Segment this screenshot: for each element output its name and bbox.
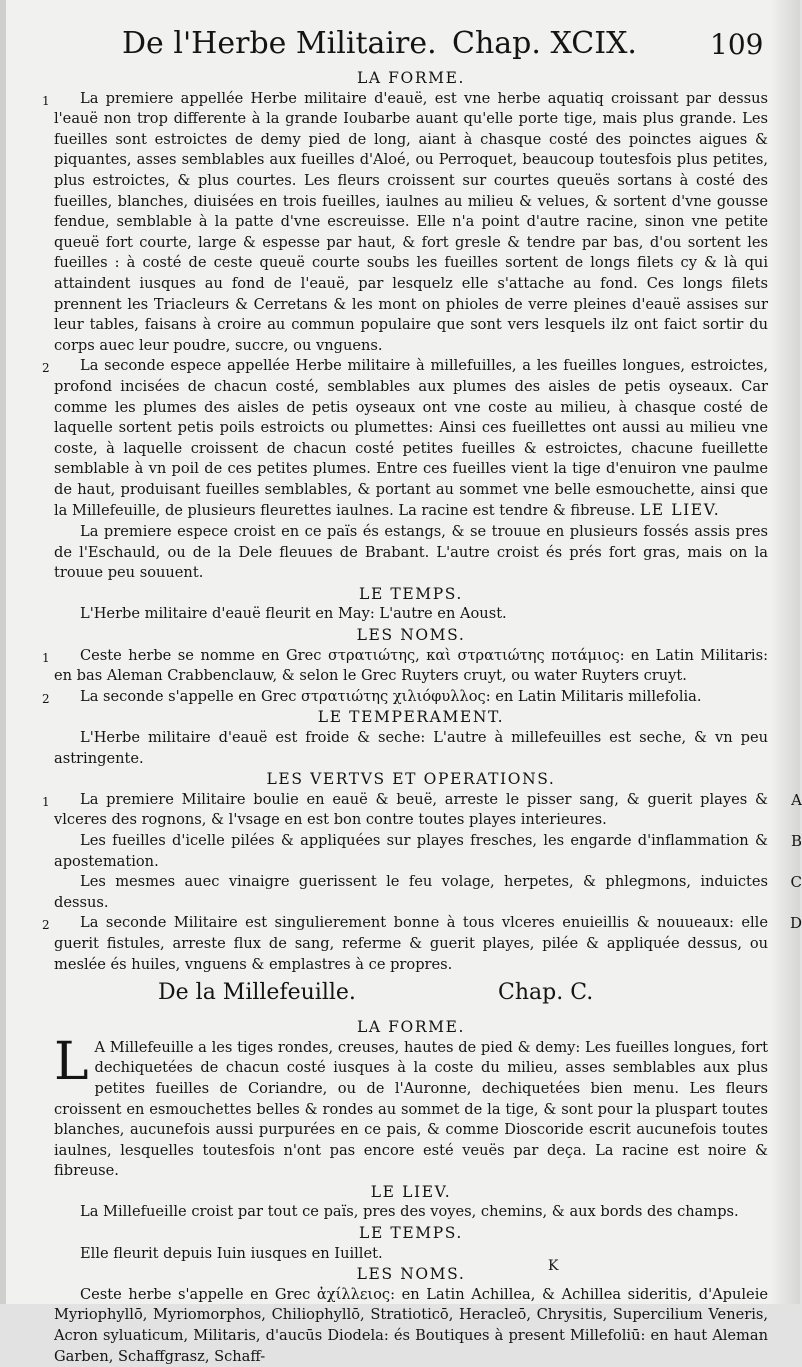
paragraph-forme-1 xyxy=(42,89,768,357)
paragraph-text: La premiere appellée Herbe militaire d'eauë, est vne herbe aquatiq croissant par dessus l'eauë non trop differente à la grande Ioubarbe auant qu'elle porte tige, mais plus grande. Les fueilles sont estroictes de demy pied de long, aiant à chasque costé des poinctes aigues & piquantes, asses semblables aux fueilles d'Aloé, ou Perroquet, beaucoup toutesfois plus petites, plus estroictes, & plus courtes. Les fleurs croissent sur courtes queuës sortans à costé des fueilles, blanches, diuisées en trois fueilles, iaulnes au milieu & velues, & sortent d'vne gousse fendue, semblable à la patte d'vne escreuisse. Elle n'a point d'autre racine, sinon vne petite queuë fort courte, large & espesse par haut, & fort gresle & tendre par bas, d'ou sortent les fueilles : à costé de ceste queuë courte soubs les fueilles sortent de longs filets cy & là qui attaindent iusques au fond de l'eauë, par lesquelz elle s'attache au fond. Ces longs filets prennent les Triacleurs & Cerretans & les mont on phioles de verre pleines d'eauë assises sur leur tables, faisans à croire au commun populaire que sont vers lesquels ilz ont faict sortir du corps auec leur poudre, succre, ou vnguens. xyxy=(54,89,768,354)
paragraph-text: Les mesmes auec vinaigre guerissent le feu volage, herpetes, & phlegmons, induictes dessus. xyxy=(54,873,768,911)
chapter-100-title xyxy=(54,980,768,1017)
paragraph-text: Ceste herbe se nomme en Grec στρατιώτης, καὶ στρατιώτης ποτάμιος: en Latin Militaris: en bas Aleman Crabbenclauw, & selon le Grec Ruyters cruyt, ou water Ruyters cruyt. xyxy=(54,646,768,685)
section-heading-vertus: LES VERTVS ET OPERATIONS. xyxy=(266,770,556,789)
paragraph-forme xyxy=(54,1031,768,1182)
margin-letter: A xyxy=(791,790,802,809)
paragraph-temperament: L'Herbe militaire d'eauë est froide & seche: L'autre à millefeuilles est seche, & vn peu astringente. xyxy=(54,729,768,767)
paragraph-vertus-3 xyxy=(54,872,802,913)
margin-letter: C xyxy=(790,873,802,892)
chapter-99-body xyxy=(42,68,802,1367)
paragraph-noms-2 xyxy=(42,687,768,708)
chapter-number: Chap. C. xyxy=(498,980,594,1006)
paragraph-noms: Ceste herbe s'appelle en Grec ἀχίλλειος: en Latin Achillea, & Achillea sideritis, d'Apuleie Myriophyllō, Myriomorphos, Chiliophyllō, Stratioticō, Heracleō, Chrysitis, Supercilium Veneris, Acron syluaticum, Militaris, d'aucūs Diodela: és Boutiques à present Millefoliū: en haut Aleman Garben, Schaffgrasz, Schaff- xyxy=(54,1285,768,1365)
paragraph-vertus-4 xyxy=(42,913,802,975)
section-heading-forme: LA FORME. xyxy=(356,69,466,87)
paragraph-number: 2 xyxy=(42,918,50,933)
section-heading-forme: LA FORME. xyxy=(356,1018,466,1037)
paragraph-forme-2 xyxy=(42,356,768,522)
paragraph-text xyxy=(54,356,768,522)
paragraph-number: 1 xyxy=(42,794,50,809)
section-heading-lieu: LE LIEV. xyxy=(370,1182,452,1201)
margin-letter: B xyxy=(790,831,802,850)
paragraph-vertus-1 xyxy=(42,790,802,831)
running-title: De l'Herbe Militaire. xyxy=(122,26,437,61)
paragraph-number: 1 xyxy=(42,93,50,108)
page-edge-right xyxy=(770,0,800,1304)
paragraph-text: Les fueilles d'icelle pilées & appliquées sur playes fresches, les engarde d'inflammation & apostemation. xyxy=(54,831,768,870)
paragraph-temps: Elle fleurit depuis Iuin iusques en Iuillet. xyxy=(80,1244,383,1262)
chapter-title: De la Millefeuille. xyxy=(158,980,356,1006)
paragraph-number: 2 xyxy=(42,691,50,706)
section-heading-temps: LE TEMPS. xyxy=(359,584,463,603)
paragraph-text: La premiere Militaire boulie en eauë & beuë, arreste le pisser sang, & guerit playes & vlceres des rognons, & l'vsage en est bon contre toutes playes interieures. xyxy=(54,790,768,829)
paragraph-body: La seconde espece appellée Herbe militaire à millefuilles, a les fueilles longues, estroictes, profond incisées de chacun costé, semblables aux plumes des aisles de petis oyseaux. Car comme les plumes des aisles de petis oyseaux ont vne coste au milieu, à chasque costé de laquelle sortent petis poils estroicts ou plumettes: Ainsi ces fueillettes ont aussi au milieu vne coste, à laquelle croissent de chacun costé petites fueilles & estroictes, chacune fueillette semblable à vn poil de ces petites plumes. Entre ces fueilles vient la tige d'enuiron vne paulme de haut, produisant fueilles semblables, & portant au sommet vne belle esmouchette, ainsi que la Millefeuille, de plusieurs fleurettes iaulnes. La racine est tendre & fibreuse. xyxy=(54,357,768,520)
paragraph-number: 1 xyxy=(42,650,50,665)
signature-mark: K xyxy=(548,1258,559,1274)
paragraph-lieu: La Millefueille croist par tout ce païs, pres des voyes, chemins, & aux bords des champs. xyxy=(80,1203,739,1221)
section-heading-lieu: LE LIEV. xyxy=(639,501,721,520)
margin-letter: D xyxy=(789,914,802,933)
paragraph-text: A Millefeuille a les tiges rondes, creuses, hautes de pied & demy: Les fueilles longues, fort dechiquetées de chacun costé iusques à la coste du milieu, asses semblables aux plus petites fueilles de Coriandre, ou de l'Auronne, dechiquetées bien menu. Les fleurs croissent en esmouchettes belles & rondes au sommet de la tige, & sont pour la pluspart toutes blanches, aucunefois aussi purpurées en ce pais, & comme Dioscoride escrit aucunefois toutes iaulnes, lesquelles toutesfois n'ont pas encore esté veuës par deça. La racine est noire & fibreuse. xyxy=(54,1038,768,1180)
chapter-number: Chap. XCIX. xyxy=(452,26,637,61)
paragraph-lieu: La premiere espece croist en ce païs és estangs, & se trouue en plusieurs fossés assis pres de l'Eschauld, ou de la Dele fleuues de Brabant. L'autre croist és prés fort gras, mais on la trouue peu souuent. xyxy=(54,523,768,582)
paragraph-temps: L'Herbe militaire d'eauë fleurit en May: L'autre en Aoust. xyxy=(80,605,507,623)
paragraph-noms-1 xyxy=(42,646,768,687)
page-edge-left xyxy=(0,0,6,1304)
section-heading-noms: LES NOMS. xyxy=(356,1265,466,1284)
section-heading-noms: LES NOMS. xyxy=(356,626,466,645)
section-heading-temps: LE TEMPS. xyxy=(359,1224,463,1243)
page-number: 109 xyxy=(710,28,764,61)
drop-capital: L xyxy=(54,1031,89,1092)
paragraph-text: La seconde Militaire est singulierement bonne à tous vlceres enuieillis & nouueaux: elle guerit fistules, arreste flux de sang, referme & guerit playes, pilée & appliquée dessus, ou meslée és huiles, vnguens & emplastres à ce propres. xyxy=(54,914,768,973)
paragraph-number: 2 xyxy=(42,361,50,376)
section-heading-temperament: LE TEMPERAMENT. xyxy=(317,708,505,727)
paragraph-text: La seconde s'appelle en Grec στρατιώτης χιλιόφυλλος: en Latin Militaris millefolia. xyxy=(80,687,702,705)
paragraph-vertus-2 xyxy=(54,831,802,872)
